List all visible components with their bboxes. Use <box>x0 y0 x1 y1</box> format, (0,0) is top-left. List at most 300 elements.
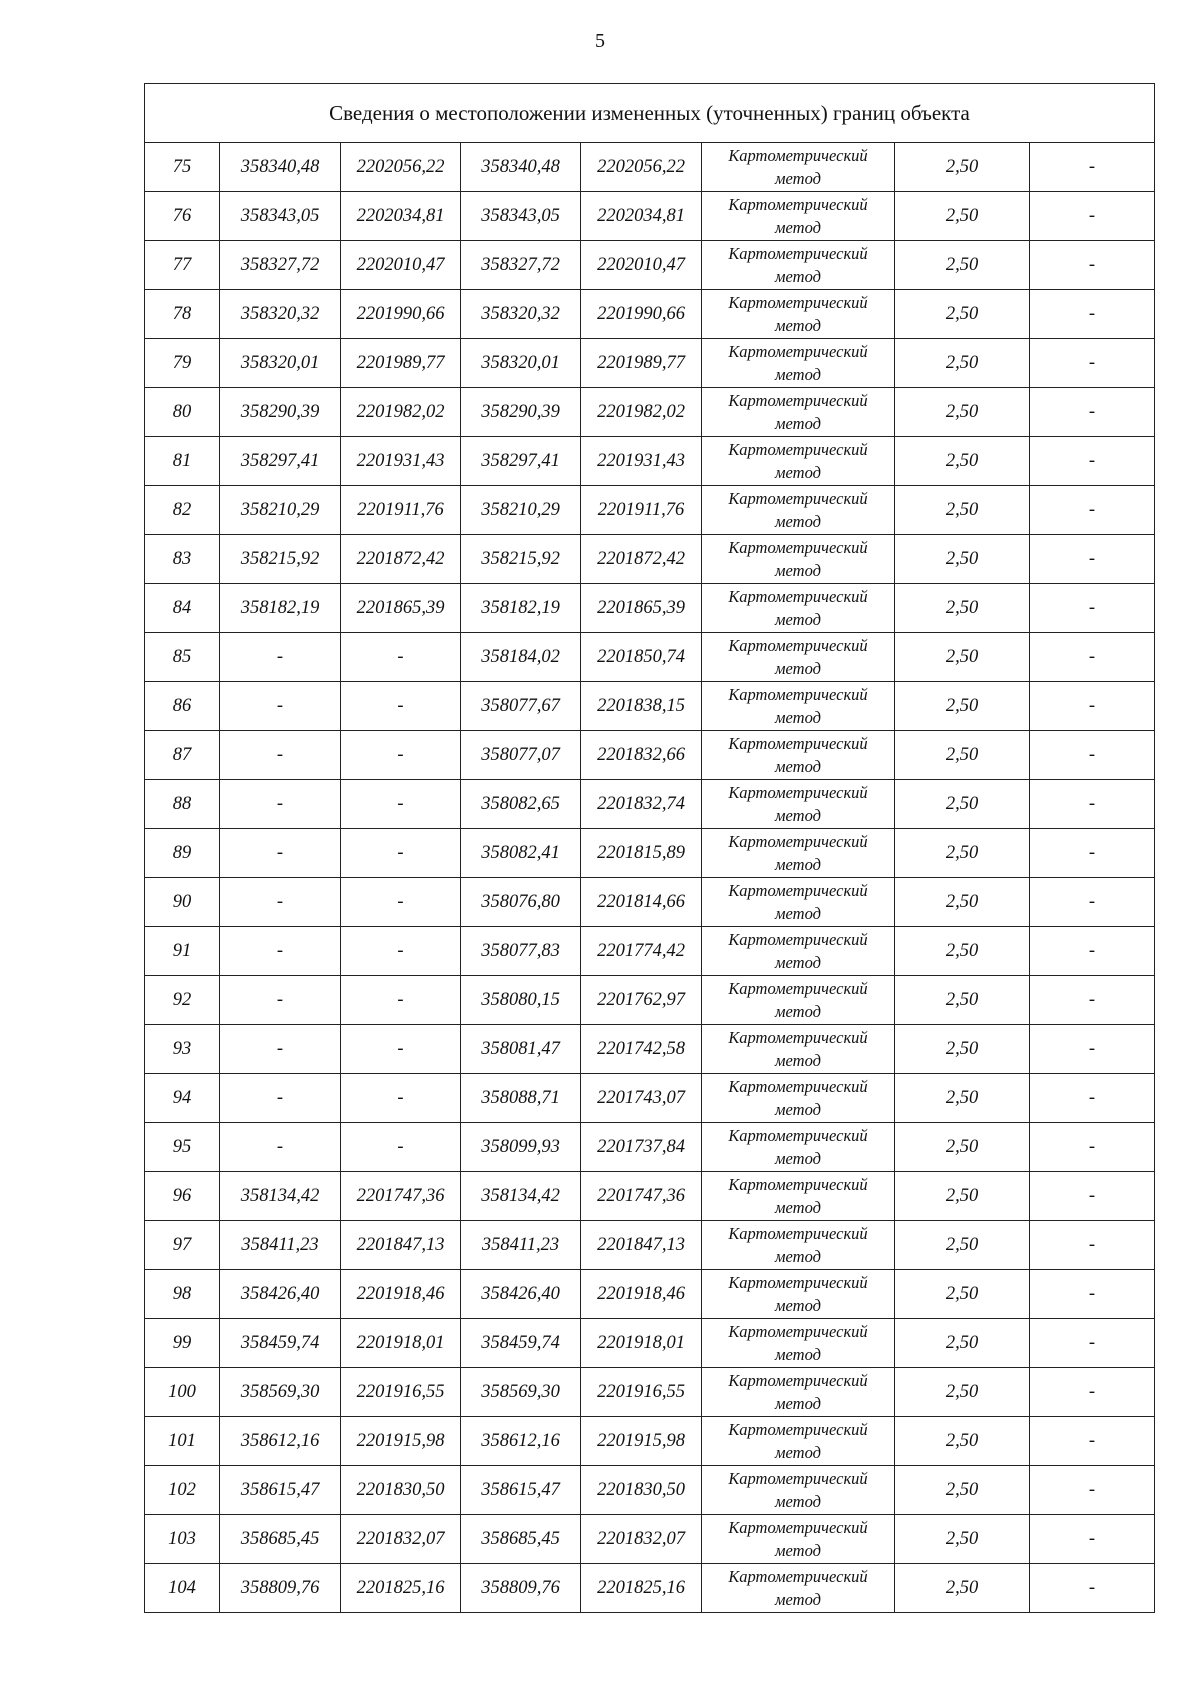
method-line-2: метод <box>775 1051 821 1070</box>
table-body <box>145 143 1155 1613</box>
method-cell <box>702 290 895 339</box>
method-cell <box>702 584 895 633</box>
note-cell: - <box>1030 143 1155 192</box>
method-line-1: Картометрический <box>728 391 868 410</box>
y-existing-cell: 2201911,76 <box>341 486 461 535</box>
note-cell: - <box>1030 1368 1155 1417</box>
accuracy-cell: 2,50 <box>895 1270 1030 1319</box>
x-refined-cell: 358343,05 <box>461 192 581 241</box>
method-cell <box>702 1417 895 1466</box>
method-line-1: Картометрический <box>728 440 868 459</box>
table-row <box>145 1025 1155 1074</box>
x-existing-cell: 358210,29 <box>220 486 341 535</box>
method-line-2: метод <box>775 610 821 629</box>
method-line-2: метод <box>775 659 821 678</box>
point-number-cell: 75 <box>145 143 220 192</box>
method-cell <box>702 829 895 878</box>
note-cell: - <box>1030 1417 1155 1466</box>
y-existing-cell: 2201830,50 <box>341 1466 461 1515</box>
table-row <box>145 339 1155 388</box>
x-existing-cell: 358411,23 <box>220 1221 341 1270</box>
method-cell <box>702 927 895 976</box>
method-line-2: метод <box>775 1002 821 1021</box>
method-cell <box>702 1074 895 1123</box>
accuracy-cell: 2,50 <box>895 290 1030 339</box>
table-row <box>145 584 1155 633</box>
method-cell <box>702 143 895 192</box>
method-line-1: Картометрический <box>728 146 868 165</box>
note-cell: - <box>1030 437 1155 486</box>
method-line-2: метод <box>775 855 821 874</box>
method-line-1: Картометрический <box>728 1273 868 1292</box>
x-refined-cell: 358134,42 <box>461 1172 581 1221</box>
x-refined-cell: 358082,41 <box>461 829 581 878</box>
method-cell <box>702 1172 895 1221</box>
point-number-cell: 92 <box>145 976 220 1025</box>
x-existing-cell: - <box>220 731 341 780</box>
method-line-1: Картометрический <box>728 734 868 753</box>
method-line-2: метод <box>775 708 821 727</box>
note-cell: - <box>1030 976 1155 1025</box>
x-refined-cell: 358290,39 <box>461 388 581 437</box>
accuracy-cell: 2,50 <box>895 1368 1030 1417</box>
x-existing-cell: 358612,16 <box>220 1417 341 1466</box>
method-cell <box>702 1319 895 1368</box>
method-line-1: Картометрический <box>728 636 868 655</box>
y-existing-cell: 2201915,98 <box>341 1417 461 1466</box>
method-cell <box>702 731 895 780</box>
method-line-2: метод <box>775 561 821 580</box>
accuracy-cell: 2,50 <box>895 780 1030 829</box>
note-cell: - <box>1030 1515 1155 1564</box>
table-row <box>145 1172 1155 1221</box>
boundary-coordinates-table <box>144 83 1155 1613</box>
y-existing-cell: - <box>341 829 461 878</box>
y-existing-cell: 2201847,13 <box>341 1221 461 1270</box>
y-refined-cell: 2201847,13 <box>581 1221 702 1270</box>
table-row <box>145 1515 1155 1564</box>
y-existing-cell: 2201989,77 <box>341 339 461 388</box>
method-line-2: метод <box>775 1492 821 1511</box>
y-refined-cell: 2201737,84 <box>581 1123 702 1172</box>
x-refined-cell: 358411,23 <box>461 1221 581 1270</box>
y-refined-cell: 2201915,98 <box>581 1417 702 1466</box>
x-refined-cell: 358077,67 <box>461 682 581 731</box>
y-existing-cell: - <box>341 927 461 976</box>
method-line-2: метод <box>775 904 821 923</box>
accuracy-cell: 2,50 <box>895 241 1030 290</box>
point-number-cell: 88 <box>145 780 220 829</box>
table-row <box>145 388 1155 437</box>
accuracy-cell: 2,50 <box>895 1025 1030 1074</box>
x-existing-cell: 358685,45 <box>220 1515 341 1564</box>
x-refined-cell: 358297,41 <box>461 437 581 486</box>
note-cell: - <box>1030 927 1155 976</box>
note-cell: - <box>1030 780 1155 829</box>
table-row <box>145 241 1155 290</box>
accuracy-cell: 2,50 <box>895 878 1030 927</box>
x-refined-cell: 358459,74 <box>461 1319 581 1368</box>
point-number-cell: 100 <box>145 1368 220 1417</box>
method-line-1: Картометрический <box>728 587 868 606</box>
y-refined-cell: 2201830,50 <box>581 1466 702 1515</box>
y-existing-cell: 2202010,47 <box>341 241 461 290</box>
accuracy-cell: 2,50 <box>895 486 1030 535</box>
x-refined-cell: 358569,30 <box>461 1368 581 1417</box>
y-existing-cell: - <box>341 682 461 731</box>
point-number-cell: 85 <box>145 633 220 682</box>
method-line-2: метод <box>775 1100 821 1119</box>
x-refined-cell: 358615,47 <box>461 1466 581 1515</box>
method-line-1: Картометрический <box>728 1371 868 1390</box>
method-line-1: Картометрический <box>728 1126 868 1145</box>
x-existing-cell: 358327,72 <box>220 241 341 290</box>
point-number-cell: 98 <box>145 1270 220 1319</box>
y-existing-cell: - <box>341 976 461 1025</box>
method-cell <box>702 633 895 682</box>
method-line-2: метод <box>775 1149 821 1168</box>
note-cell: - <box>1030 1025 1155 1074</box>
method-line-2: метод <box>775 1394 821 1413</box>
table-row <box>145 927 1155 976</box>
y-refined-cell: 2201762,97 <box>581 976 702 1025</box>
y-existing-cell: 2202034,81 <box>341 192 461 241</box>
point-number-cell: 96 <box>145 1172 220 1221</box>
method-line-2: метод <box>775 414 821 433</box>
x-existing-cell: 358320,32 <box>220 290 341 339</box>
method-cell <box>702 1466 895 1515</box>
point-number-cell: 94 <box>145 1074 220 1123</box>
method-line-1: Картометрический <box>728 342 868 361</box>
y-existing-cell: - <box>341 1025 461 1074</box>
table-row <box>145 878 1155 927</box>
method-line-1: Картометрический <box>728 244 868 263</box>
y-refined-cell: 2201815,89 <box>581 829 702 878</box>
accuracy-cell: 2,50 <box>895 437 1030 486</box>
accuracy-cell: 2,50 <box>895 633 1030 682</box>
method-line-1: Картометрический <box>728 881 868 900</box>
method-line-1: Картометрический <box>728 1028 868 1047</box>
method-cell <box>702 1564 895 1613</box>
accuracy-cell: 2,50 <box>895 1417 1030 1466</box>
y-refined-cell: 2202034,81 <box>581 192 702 241</box>
point-number-cell: 99 <box>145 1319 220 1368</box>
method-cell <box>702 1515 895 1564</box>
method-line-2: метод <box>775 512 821 531</box>
y-existing-cell: - <box>341 1074 461 1123</box>
x-refined-cell: 358088,71 <box>461 1074 581 1123</box>
note-cell: - <box>1030 1172 1155 1221</box>
x-existing-cell: - <box>220 1123 341 1172</box>
x-existing-cell: - <box>220 927 341 976</box>
note-cell: - <box>1030 241 1155 290</box>
method-line-1: Картометрический <box>728 538 868 557</box>
x-refined-cell: 358099,93 <box>461 1123 581 1172</box>
x-refined-cell: 358210,29 <box>461 486 581 535</box>
note-cell: - <box>1030 731 1155 780</box>
y-existing-cell: 2201990,66 <box>341 290 461 339</box>
method-line-1: Картометрический <box>728 1469 868 1488</box>
y-existing-cell: 2201832,07 <box>341 1515 461 1564</box>
accuracy-cell: 2,50 <box>895 976 1030 1025</box>
x-existing-cell: 358290,39 <box>220 388 341 437</box>
x-existing-cell: - <box>220 780 341 829</box>
x-refined-cell: 358685,45 <box>461 1515 581 1564</box>
method-line-2: метод <box>775 218 821 237</box>
y-existing-cell: 2201982,02 <box>341 388 461 437</box>
note-cell: - <box>1030 1564 1155 1613</box>
table-row <box>145 976 1155 1025</box>
note-cell: - <box>1030 535 1155 584</box>
method-line-2: метод <box>775 953 821 972</box>
method-cell <box>702 1025 895 1074</box>
y-refined-cell: 2201911,76 <box>581 486 702 535</box>
point-number-cell: 76 <box>145 192 220 241</box>
accuracy-cell: 2,50 <box>895 1221 1030 1270</box>
method-line-1: Картометрический <box>728 930 868 949</box>
method-cell <box>702 780 895 829</box>
table-row <box>145 829 1155 878</box>
x-existing-cell: 358182,19 <box>220 584 341 633</box>
y-existing-cell: 2201825,16 <box>341 1564 461 1613</box>
x-existing-cell: 358615,47 <box>220 1466 341 1515</box>
y-refined-cell: 2201832,74 <box>581 780 702 829</box>
method-line-1: Картометрический <box>728 832 868 851</box>
method-line-1: Картометрический <box>728 1224 868 1243</box>
method-line-1: Картометрический <box>728 685 868 704</box>
note-cell: - <box>1030 388 1155 437</box>
method-line-1: Картометрический <box>728 1322 868 1341</box>
accuracy-cell: 2,50 <box>895 1564 1030 1613</box>
x-refined-cell: 358076,80 <box>461 878 581 927</box>
table-row <box>145 1564 1155 1613</box>
point-number-cell: 101 <box>145 1417 220 1466</box>
table-row <box>145 1270 1155 1319</box>
method-cell <box>702 878 895 927</box>
accuracy-cell: 2,50 <box>895 535 1030 584</box>
method-line-1: Картометрический <box>728 1518 868 1537</box>
table-row <box>145 682 1155 731</box>
point-number-cell: 102 <box>145 1466 220 1515</box>
method-cell <box>702 437 895 486</box>
note-cell: - <box>1030 290 1155 339</box>
x-refined-cell: 358340,48 <box>461 143 581 192</box>
accuracy-cell: 2,50 <box>895 339 1030 388</box>
method-line-1: Картометрический <box>728 1077 868 1096</box>
note-cell: - <box>1030 1074 1155 1123</box>
method-cell <box>702 486 895 535</box>
method-cell <box>702 192 895 241</box>
table-row <box>145 1221 1155 1270</box>
y-refined-cell: 2201989,77 <box>581 339 702 388</box>
note-cell: - <box>1030 682 1155 731</box>
x-refined-cell: 358327,72 <box>461 241 581 290</box>
method-line-1: Картометрический <box>728 489 868 508</box>
x-refined-cell: 358182,19 <box>461 584 581 633</box>
method-line-2: метод <box>775 365 821 384</box>
y-existing-cell: 2201918,01 <box>341 1319 461 1368</box>
method-cell <box>702 1123 895 1172</box>
y-refined-cell: 2201872,42 <box>581 535 702 584</box>
x-existing-cell: - <box>220 878 341 927</box>
y-existing-cell: 2201931,43 <box>341 437 461 486</box>
x-refined-cell: 358081,47 <box>461 1025 581 1074</box>
x-refined-cell: 358426,40 <box>461 1270 581 1319</box>
method-line-2: метод <box>775 316 821 335</box>
table-row <box>145 192 1155 241</box>
y-refined-cell: 2201850,74 <box>581 633 702 682</box>
y-refined-cell: 2201832,07 <box>581 1515 702 1564</box>
method-line-1: Картометрический <box>728 1420 868 1439</box>
point-number-cell: 78 <box>145 290 220 339</box>
x-existing-cell: 358320,01 <box>220 339 341 388</box>
y-refined-cell: 2201825,16 <box>581 1564 702 1613</box>
accuracy-cell: 2,50 <box>895 731 1030 780</box>
accuracy-cell: 2,50 <box>895 1515 1030 1564</box>
table-row <box>145 1466 1155 1515</box>
y-refined-cell: 2201916,55 <box>581 1368 702 1417</box>
table-row <box>145 1368 1155 1417</box>
x-refined-cell: 358809,76 <box>461 1564 581 1613</box>
table-row <box>145 143 1155 192</box>
x-existing-cell: - <box>220 682 341 731</box>
table-row <box>145 437 1155 486</box>
point-number-cell: 82 <box>145 486 220 535</box>
method-cell <box>702 535 895 584</box>
table-row <box>145 1123 1155 1172</box>
y-existing-cell: 2201747,36 <box>341 1172 461 1221</box>
y-refined-cell: 2201838,15 <box>581 682 702 731</box>
method-line-1: Картометрический <box>728 1567 868 1586</box>
method-line-2: метод <box>775 1345 821 1364</box>
y-existing-cell: 2201916,55 <box>341 1368 461 1417</box>
table-row <box>145 1319 1155 1368</box>
table-row <box>145 633 1155 682</box>
y-refined-cell: 2201774,42 <box>581 927 702 976</box>
y-existing-cell: - <box>341 780 461 829</box>
table-row <box>145 731 1155 780</box>
note-cell: - <box>1030 192 1155 241</box>
y-refined-cell: 2201918,46 <box>581 1270 702 1319</box>
y-refined-cell: 2201814,66 <box>581 878 702 927</box>
y-refined-cell: 2202010,47 <box>581 241 702 290</box>
point-number-cell: 77 <box>145 241 220 290</box>
x-existing-cell: - <box>220 976 341 1025</box>
method-line-2: метод <box>775 1247 821 1266</box>
accuracy-cell: 2,50 <box>895 829 1030 878</box>
x-existing-cell: 358569,30 <box>220 1368 341 1417</box>
x-existing-cell: - <box>220 633 341 682</box>
x-refined-cell: 358320,32 <box>461 290 581 339</box>
method-line-2: метод <box>775 1198 821 1217</box>
point-number-cell: 83 <box>145 535 220 584</box>
x-refined-cell: 358080,15 <box>461 976 581 1025</box>
x-existing-cell: 358809,76 <box>220 1564 341 1613</box>
point-number-cell: 81 <box>145 437 220 486</box>
table-row <box>145 1417 1155 1466</box>
point-number-cell: 87 <box>145 731 220 780</box>
point-number-cell: 95 <box>145 1123 220 1172</box>
method-cell <box>702 682 895 731</box>
method-cell <box>702 1270 895 1319</box>
y-refined-cell: 2201931,43 <box>581 437 702 486</box>
table-row <box>145 290 1155 339</box>
page-number: 5 <box>595 30 605 52</box>
x-refined-cell: 358077,07 <box>461 731 581 780</box>
y-existing-cell: - <box>341 633 461 682</box>
accuracy-cell: 2,50 <box>895 927 1030 976</box>
accuracy-cell: 2,50 <box>895 584 1030 633</box>
x-existing-cell: - <box>220 1074 341 1123</box>
table-title: Сведения о местоположении измененных (уточненных) границ объекта <box>145 84 1155 143</box>
accuracy-cell: 2,50 <box>895 1466 1030 1515</box>
note-cell: - <box>1030 878 1155 927</box>
x-existing-cell: 358343,05 <box>220 192 341 241</box>
y-existing-cell: 2202056,22 <box>341 143 461 192</box>
x-refined-cell: 358077,83 <box>461 927 581 976</box>
method-cell <box>702 388 895 437</box>
note-cell: - <box>1030 633 1155 682</box>
accuracy-cell: 2,50 <box>895 143 1030 192</box>
y-refined-cell: 2201747,36 <box>581 1172 702 1221</box>
note-cell: - <box>1030 1466 1155 1515</box>
x-existing-cell: 358426,40 <box>220 1270 341 1319</box>
y-refined-cell: 2201865,39 <box>581 584 702 633</box>
y-refined-cell: 2201742,58 <box>581 1025 702 1074</box>
x-existing-cell: - <box>220 1025 341 1074</box>
note-cell: - <box>1030 486 1155 535</box>
note-cell: - <box>1030 584 1155 633</box>
x-refined-cell: 358612,16 <box>461 1417 581 1466</box>
y-existing-cell: 2201865,39 <box>341 584 461 633</box>
y-refined-cell: 2201918,01 <box>581 1319 702 1368</box>
method-line-1: Картометрический <box>728 1175 868 1194</box>
y-existing-cell: 2201872,42 <box>341 535 461 584</box>
y-refined-cell: 2201743,07 <box>581 1074 702 1123</box>
note-cell: - <box>1030 829 1155 878</box>
table-row <box>145 780 1155 829</box>
table-row <box>145 1074 1155 1123</box>
method-line-2: метод <box>775 757 821 776</box>
method-line-1: Картометрический <box>728 979 868 998</box>
y-existing-cell: 2201918,46 <box>341 1270 461 1319</box>
note-cell: - <box>1030 1319 1155 1368</box>
method-line-2: метод <box>775 267 821 286</box>
point-number-cell: 90 <box>145 878 220 927</box>
method-line-2: метод <box>775 1296 821 1315</box>
x-refined-cell: 358215,92 <box>461 535 581 584</box>
table-row <box>145 486 1155 535</box>
accuracy-cell: 2,50 <box>895 1172 1030 1221</box>
method-line-2: метод <box>775 169 821 188</box>
y-existing-cell: - <box>341 731 461 780</box>
x-refined-cell: 358082,65 <box>461 780 581 829</box>
method-line-1: Картометрический <box>728 783 868 802</box>
point-number-cell: 103 <box>145 1515 220 1564</box>
point-number-cell: 104 <box>145 1564 220 1613</box>
accuracy-cell: 2,50 <box>895 682 1030 731</box>
table-row <box>145 535 1155 584</box>
accuracy-cell: 2,50 <box>895 1074 1030 1123</box>
method-cell <box>702 339 895 388</box>
x-existing-cell: 358297,41 <box>220 437 341 486</box>
x-existing-cell: 358134,42 <box>220 1172 341 1221</box>
x-refined-cell: 358320,01 <box>461 339 581 388</box>
method-line-1: Картометрический <box>728 293 868 312</box>
method-line-2: метод <box>775 1541 821 1560</box>
method-line-2: метод <box>775 806 821 825</box>
accuracy-cell: 2,50 <box>895 192 1030 241</box>
